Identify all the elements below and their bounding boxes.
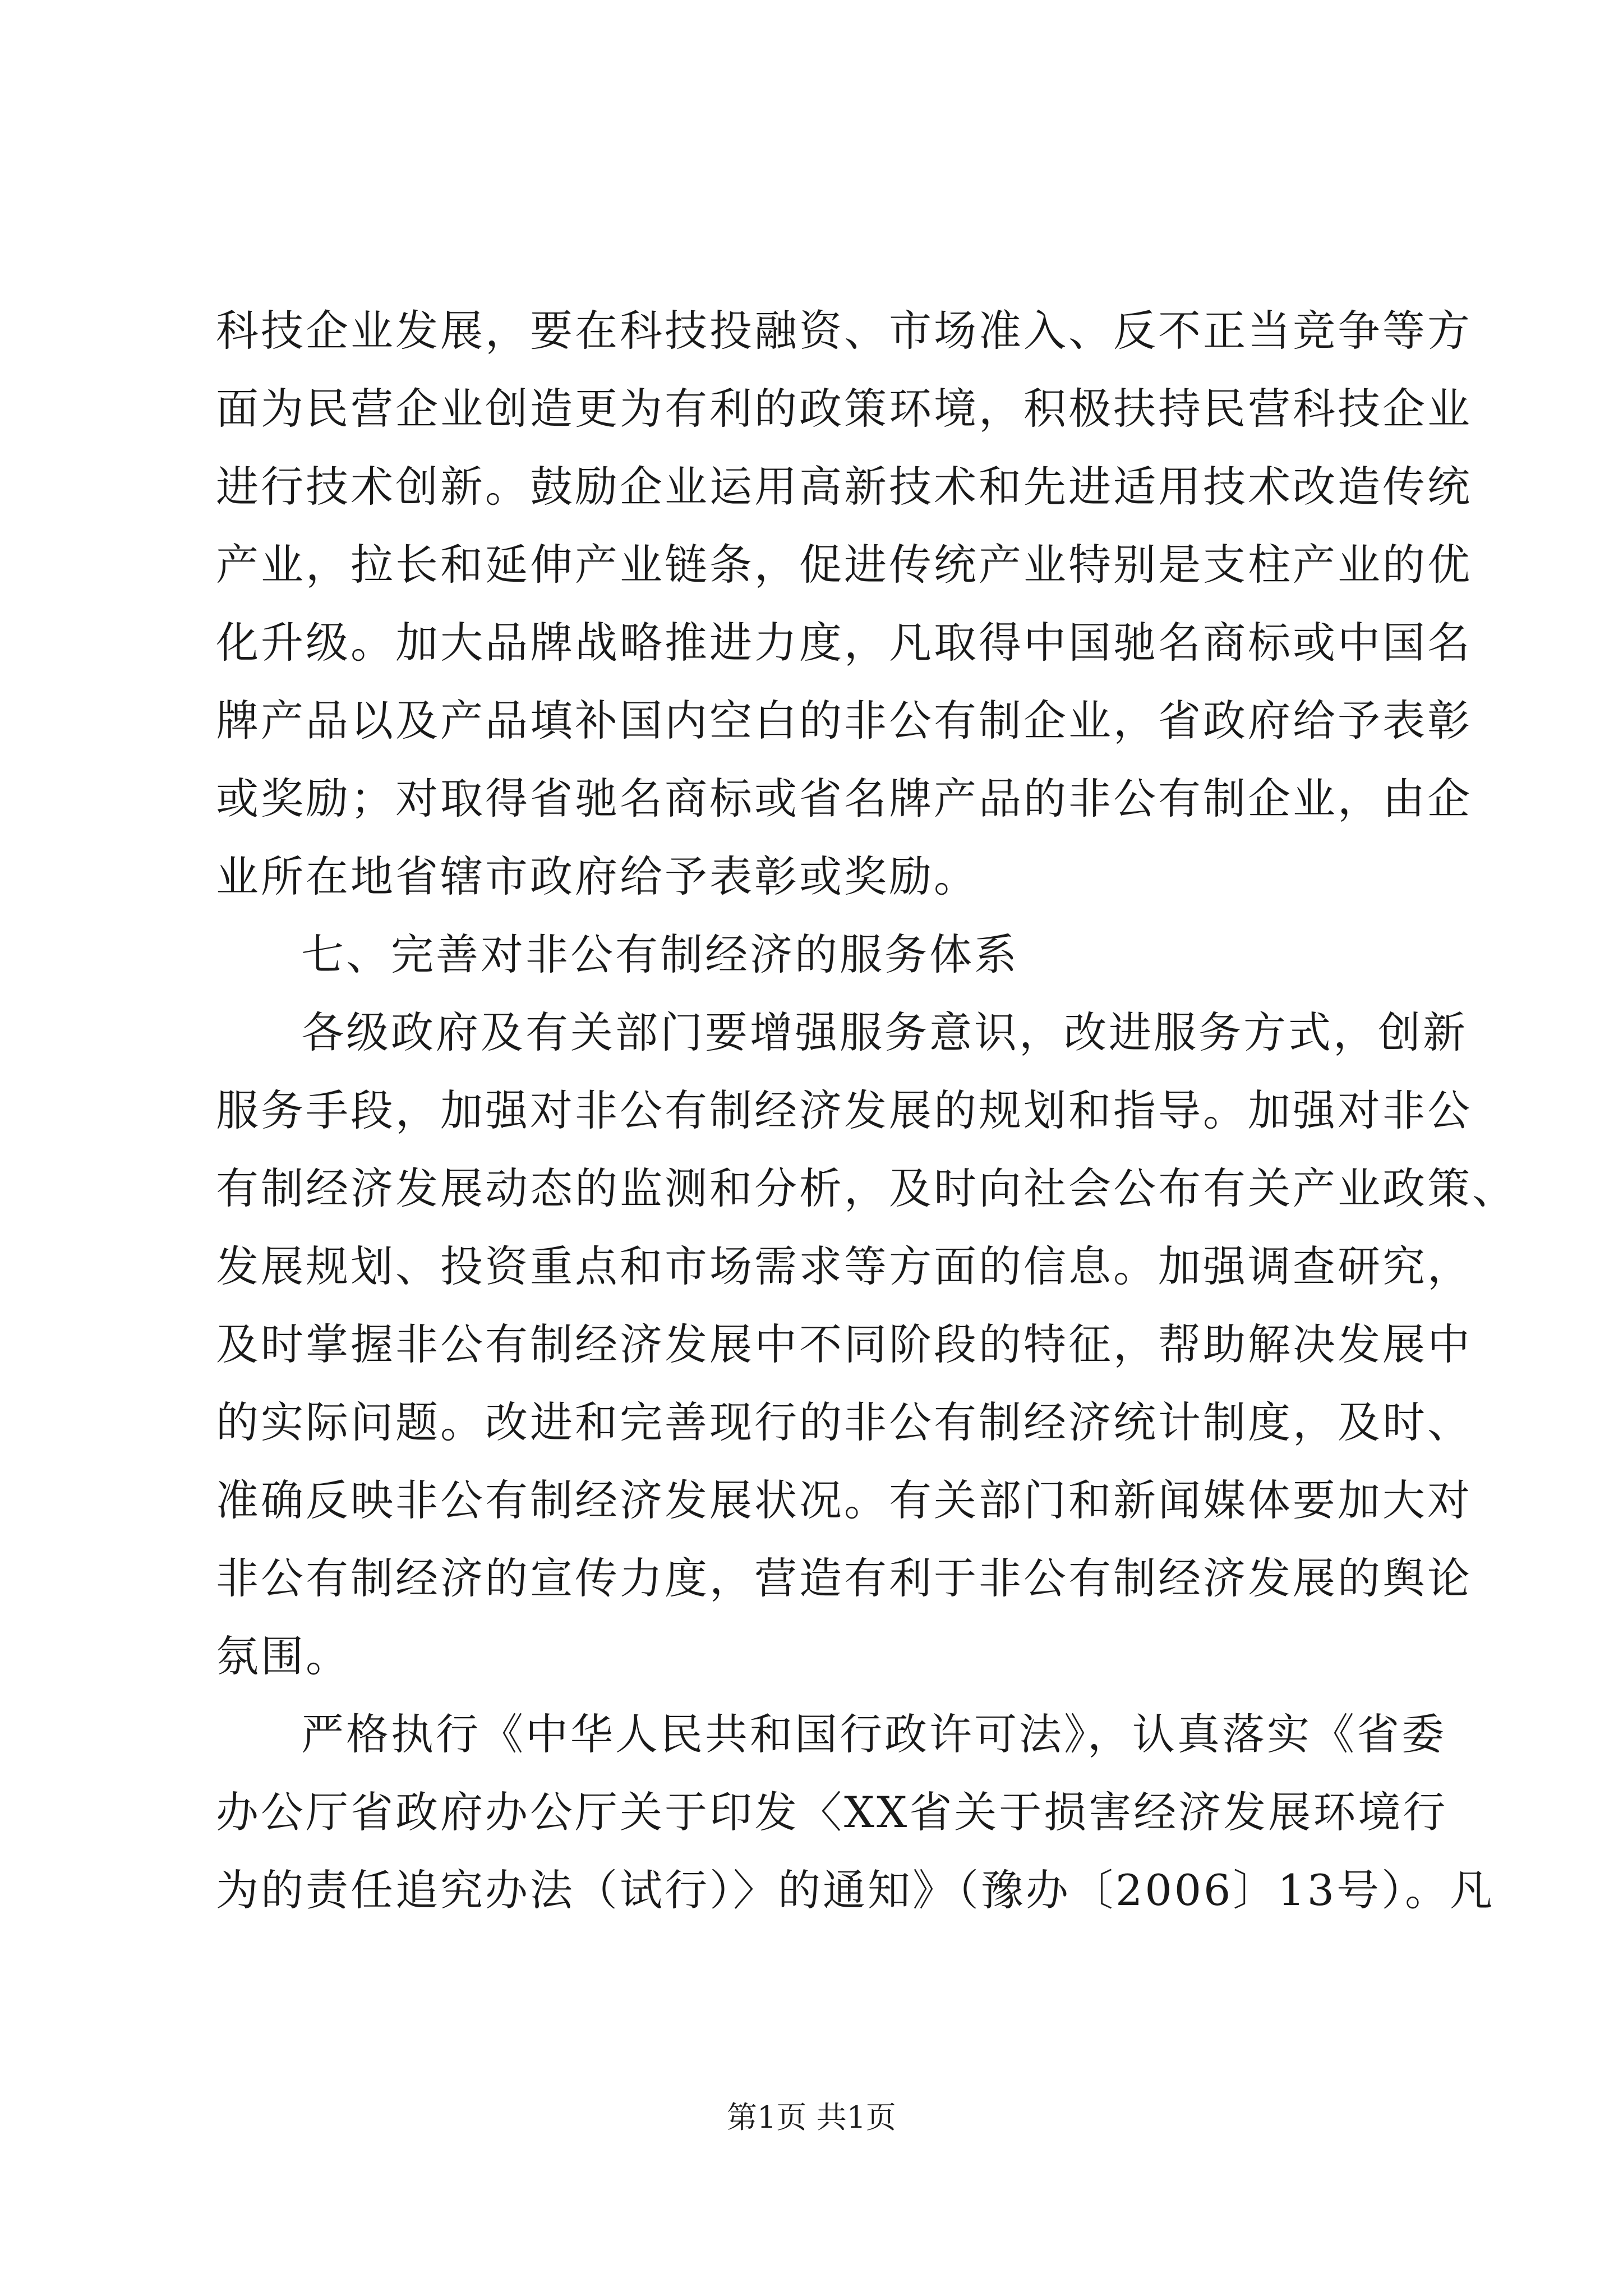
body-line: 有制经济发展动态的监测和分析，及时向社会公布有关产业政策、 — [216, 1163, 1517, 1213]
body-line: 服务手段，加强对非公有制经济发展的规划和指导。加强对非公 — [216, 1085, 1472, 1135]
section-heading: 七、完善对非公有制经济的服务体系 — [301, 930, 1019, 979]
body-line: 牌产品以及产品填补国内空白的非公有制企业，省政府给予表彰 — [216, 696, 1472, 746]
body-line: 业所在地省辖市政府给予表彰或奖励。 — [216, 852, 979, 901]
body-line: 发展规划、投资重点和市场需求等方面的信息。加强调查研究， — [216, 1241, 1472, 1291]
body-line: 面为民营企业创造更为有利的政策环境，积极扶持民营科技企业 — [216, 384, 1472, 434]
body-line: 进行技术创新。鼓励企业运用高新技术和先进适用技术改造传统 — [216, 462, 1472, 512]
body-line: 氛围。 — [216, 1631, 351, 1681]
page-footer: 第1页 共1页 — [727, 2100, 896, 2135]
body-line: 办公厅省政府办公厅关于印发〈XX省关于损害经济发展环境行 — [216, 1787, 1448, 1837]
body-line: 非公有制经济的宣传力度，营造有利于非公有制经济发展的舆论 — [216, 1553, 1472, 1603]
body-line: 为的责任追究办法（试行）〉的通知》（豫办〔2006〕13号）。凡 — [216, 1865, 1495, 1915]
body-line: 各级政府及有关部门要增强服务意识，改进服务方式，创新 — [301, 1007, 1468, 1057]
body-line: 严格执行《中华人民共和国行政许可法》，认真落实《省委 — [301, 1709, 1446, 1759]
body-line: 化升级。加大品牌战略推进力度，凡取得中国驰名商标或中国名 — [216, 618, 1472, 668]
body-line: 的实际问题。改进和完善现行的非公有制经济统计制度，及时、 — [216, 1397, 1472, 1447]
body-line: 准确反映非公有制经济发展状况。有关部门和新闻媒体要加大对 — [216, 1475, 1472, 1525]
body-line: 或奖励；对取得省驰名商标或省名牌产品的非公有制企业，由企 — [216, 774, 1472, 823]
body-line: 及时掌握非公有制经济发展中不同阶段的特征，帮助解决发展中 — [216, 1319, 1472, 1369]
body-line: 科技企业发展，要在科技投融资、市场准入、反不正当竞争等方 — [216, 306, 1472, 356]
body-line: 产业，拉长和延伸产业链条，促进传统产业特别是支柱产业的优 — [216, 540, 1472, 590]
document-body — [216, 292, 1517, 1929]
